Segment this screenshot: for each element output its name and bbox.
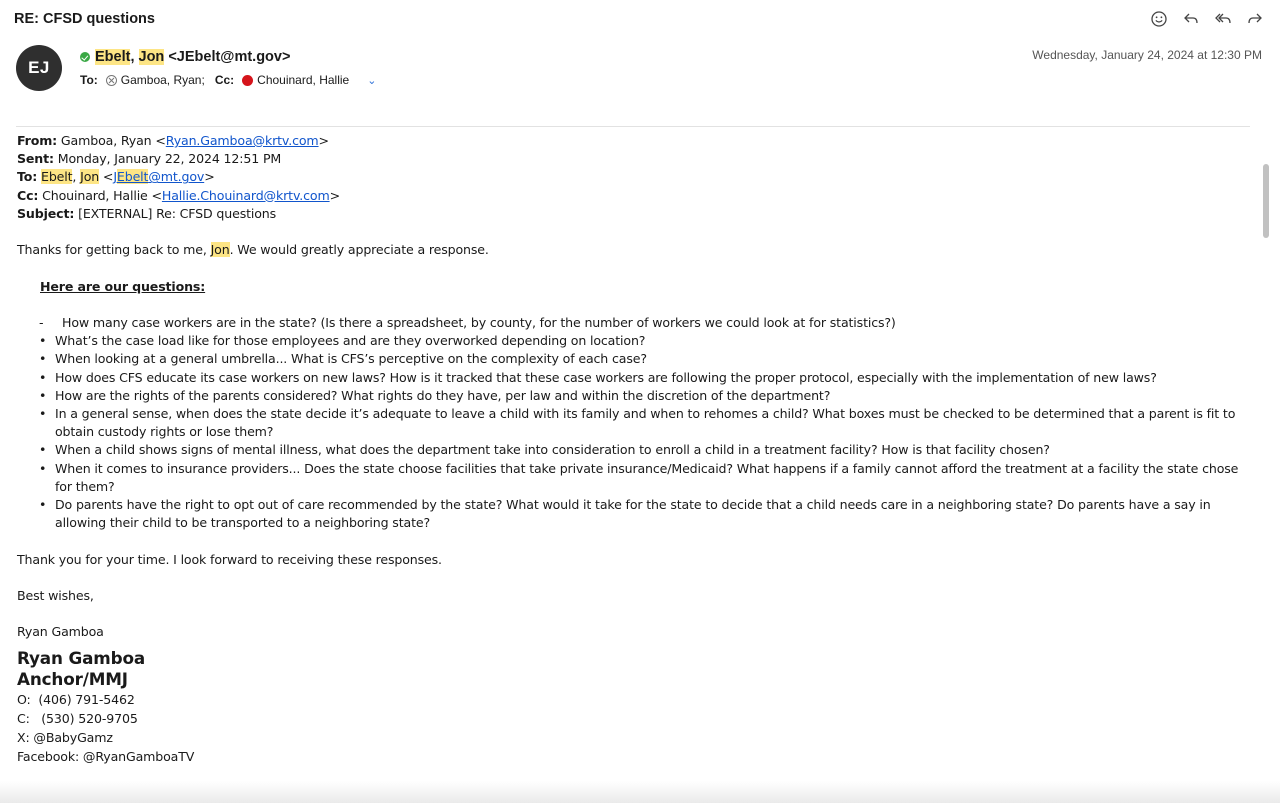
quoted-sent-label: Sent: xyxy=(17,151,54,167)
smiley-icon[interactable] xyxy=(1150,10,1168,28)
sender-last-name: Ebelt xyxy=(95,49,131,65)
list-item: • How does CFS educate its case workers on new laws? How is it tracked that these case workers are following the proper protocol, especially with the implementation of new laws? xyxy=(17,369,1257,387)
cc-recipient[interactable] xyxy=(242,73,349,87)
sender-first-name: Jon xyxy=(138,49,165,65)
sender-avatar[interactable]: EJ xyxy=(16,45,62,91)
vertical-scrollbar[interactable] xyxy=(1262,130,1270,780)
scrollbar-thumb[interactable] xyxy=(1263,164,1269,238)
cc-label: Cc: xyxy=(214,73,235,87)
signature-facebook: Facebook: @RyanGamboaTV xyxy=(17,748,195,764)
list-item: • When a child shows signs of mental illness, what does the department take into consideration to enroll a child in a treatment facility? How is that facility chosen? xyxy=(17,441,1257,459)
quoted-sent-line xyxy=(17,150,1257,168)
intro-name: Jon xyxy=(210,242,230,258)
quoted-cc-line xyxy=(17,187,1257,205)
quoted-from-line xyxy=(17,132,1257,150)
quoted-to-label: To: xyxy=(17,169,38,185)
intro-text-a: Thanks for getting back to me, xyxy=(17,242,211,258)
quoted-to-email-a: J xyxy=(113,169,117,185)
signature-x-handle: X: @BabyGamz xyxy=(17,729,113,745)
cc-recipient-name: Chouinard, Hallie xyxy=(257,73,350,87)
forward-icon[interactable] xyxy=(1246,10,1264,28)
quoted-from-end: > xyxy=(318,133,329,148)
list-item: • When it comes to insurance providers... Does the state choose facilities that take private insurance/Medicaid? What happens if a family cannot afford the treatment at a facility the state chose for them? xyxy=(17,460,1257,496)
list-item: • Do parents have the right to opt out of care recommended by the state? What would it take for the state to decide that a child needs care in a neighboring state? Do parents have a say in allowing their child to be transported to a neighboring state? xyxy=(17,496,1257,532)
quoted-to-last: Ebelt xyxy=(41,169,73,185)
list-item: • What’s the case load like for those employees and are they overworked depending on location? xyxy=(17,332,1257,350)
bottom-fade xyxy=(0,781,1280,803)
quoted-from-name: Gamboa, Ryan < xyxy=(57,133,166,148)
list-item: • When looking at a general umbrella... What is CFS’s perceptive on the complexity of each case? xyxy=(17,350,1257,368)
presence-offline-icon xyxy=(106,75,117,86)
list-item: • How are the rights of the parents considered? What rights do they have, per law and within the discretion of the department? xyxy=(17,387,1257,405)
quoted-subject-label: Subject: xyxy=(17,205,75,221)
quoted-to-first: Jon xyxy=(80,169,100,185)
header-divider xyxy=(16,126,1250,127)
list-item: - How many case workers are in the state? (Is there a spreadsheet, by county, for the number of workers we could look at for statistics?) xyxy=(17,314,1257,332)
list-item: • In a general sense, when does the state decide it’s adequate to leave a child with its family and when to rehomes a child? What boxes must be checked to be determined that a parent is fit to obtain custody rights or lose them? xyxy=(17,405,1257,441)
message-body xyxy=(17,132,1257,766)
signature-name: Ryan Gamboa xyxy=(17,647,146,668)
presence-busy-icon xyxy=(242,75,253,86)
quoted-to-email-b: Ebelt xyxy=(116,169,149,185)
quoted-to-email-link[interactable] xyxy=(113,169,204,184)
quoted-cc-end: > xyxy=(329,187,340,203)
quoted-cc-name: Chouinard, Hallie < xyxy=(38,187,162,203)
signature-office-phone: O: (406) 791-5462 xyxy=(17,691,135,707)
to-recipient[interactable] xyxy=(106,73,205,87)
quoted-sent-value: Monday, January 22, 2024 12:51 PM xyxy=(53,151,282,167)
chevron-down-icon[interactable]: ⌄ xyxy=(367,74,377,87)
signature-cell-phone: C: (530) 520-9705 xyxy=(17,710,138,726)
quoted-cc-email-link[interactable]: Hallie.Chouinard@krtv.com xyxy=(161,187,330,203)
quoted-to-sep: , xyxy=(72,169,81,185)
intro-paragraph xyxy=(17,241,1257,259)
message-actions xyxy=(1150,10,1264,28)
quoted-to-email-c: @mt.gov xyxy=(148,169,205,185)
questions-list xyxy=(17,314,1257,532)
signature-title: Anchor/MMJ xyxy=(17,668,128,689)
quoted-subject-value: [EXTERNAL] Re: CFSD questions xyxy=(74,205,277,221)
quoted-from-email-link[interactable]: Ryan.Gamboa@krtv.com xyxy=(165,133,319,148)
to-label: To: xyxy=(80,73,98,87)
recipients-row xyxy=(80,73,376,87)
received-date: Wednesday, January 24, 2024 at 12:30 PM xyxy=(1032,48,1262,62)
reply-icon[interactable] xyxy=(1182,10,1200,28)
quoted-subject-line xyxy=(17,205,1257,223)
sender-email: <JEbelt@mt.gov> xyxy=(164,49,291,65)
quoted-from-label: From: xyxy=(17,133,58,148)
closing-paragraph: Thank you for your time. I look forward to receiving these responses. xyxy=(17,551,442,567)
quoted-to-end: > xyxy=(204,169,215,185)
quoted-to-mid: < xyxy=(99,169,114,185)
reply-all-icon[interactable] xyxy=(1214,10,1232,28)
sender-separator: , xyxy=(130,49,139,65)
signed-name: Ryan Gamboa xyxy=(17,624,104,640)
sender-line[interactable] xyxy=(80,49,290,65)
intro-text-b: . We would greatly appreciate a response. xyxy=(229,242,489,258)
quoted-cc-label: Cc: xyxy=(17,187,39,203)
to-recipient-name: Gamboa, Ryan; xyxy=(120,73,205,87)
signoff: Best wishes, xyxy=(17,588,94,603)
questions-heading: Here are our questions: xyxy=(40,278,206,294)
subject-title: RE: CFSD questions xyxy=(14,11,155,27)
quoted-to-line xyxy=(17,168,1257,186)
presence-available-icon xyxy=(80,52,90,62)
